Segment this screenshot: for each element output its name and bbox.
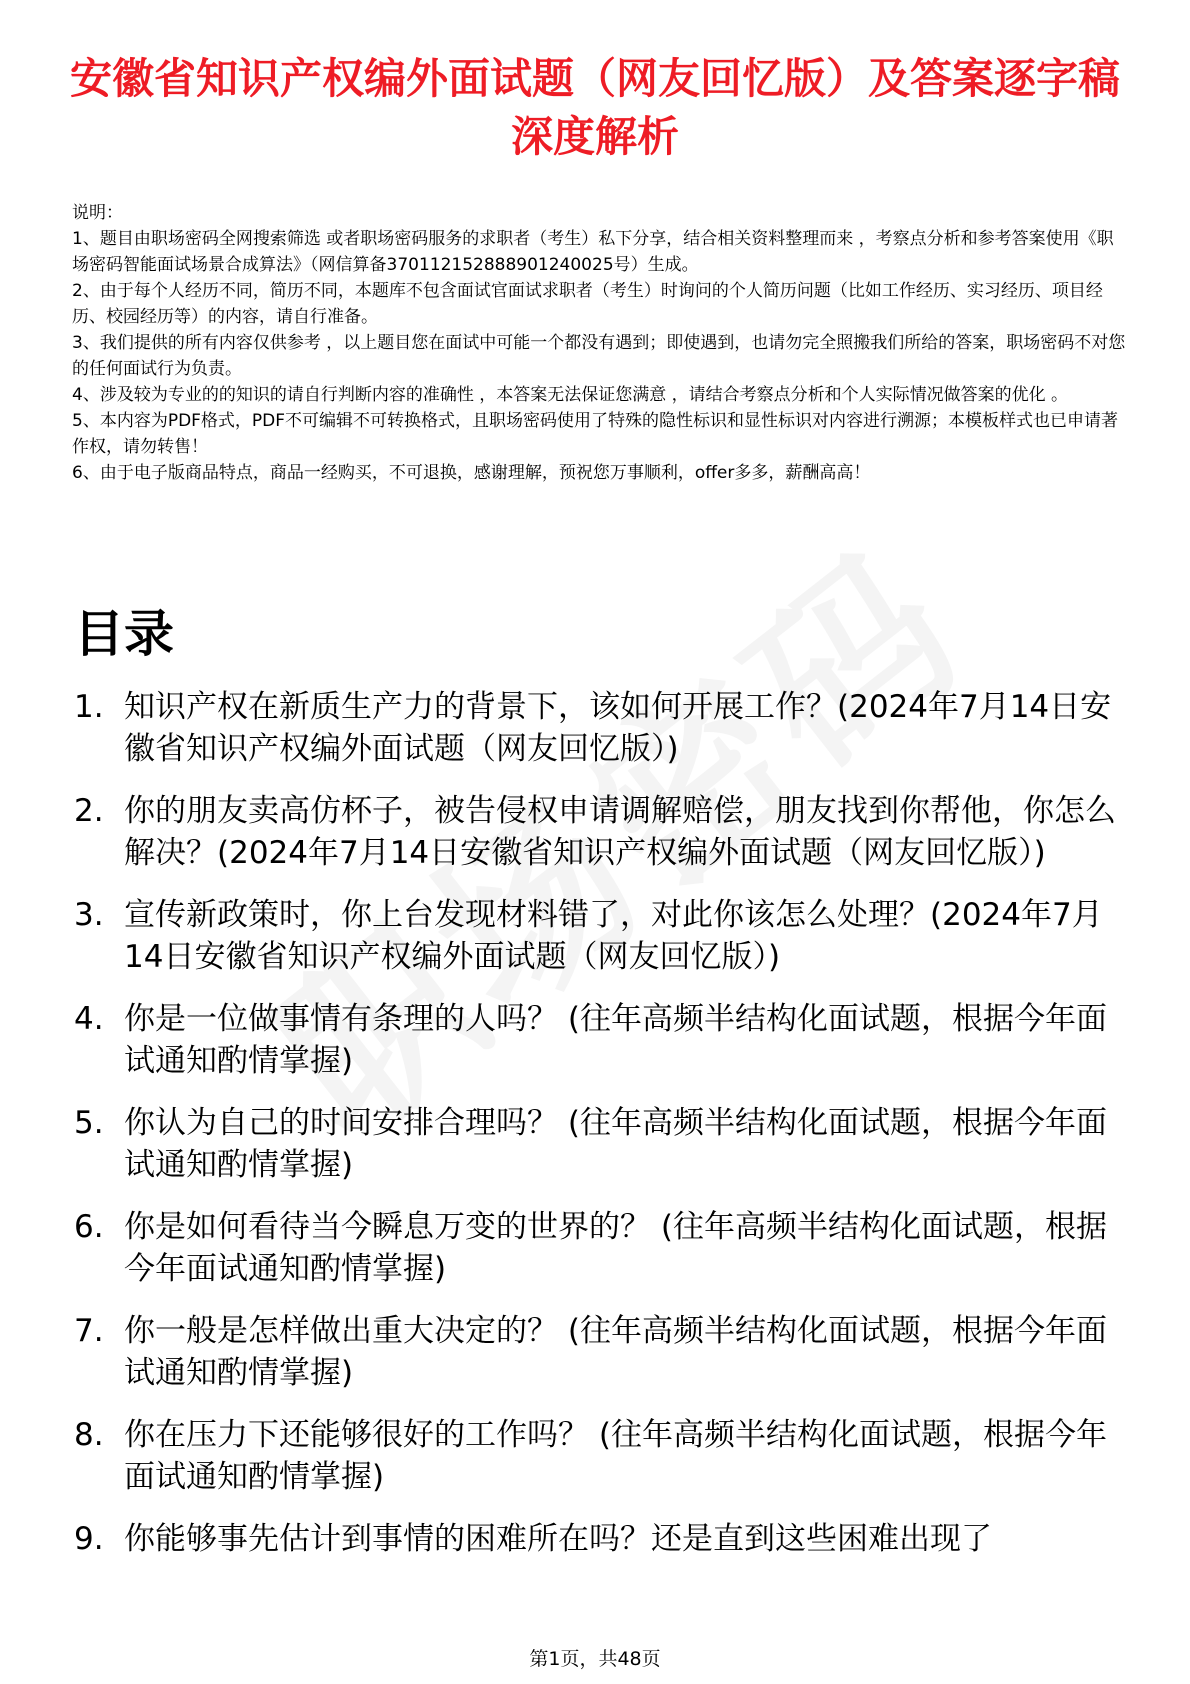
- toc-item[interactable]: [74, 998, 1134, 1082]
- toc-item[interactable]: [74, 894, 1134, 978]
- toc-item-text: 你在压力下还能够很好的工作吗？ (往年高频半结构化面试题，根据今年面试通知酌情掌握): [124, 1417, 1107, 1495]
- toc-item-text: 你的朋友卖高仿杯子，被告侵权申请调解赔偿，朋友找到你帮他，你怎么解决？(2024年7月14日安徽省知识产权编外面试题（网友回忆版）): [124, 793, 1116, 871]
- toc-item-text: 你认为自己的时间安排合理吗？ (往年高频半结构化面试题，根据今年面试通知酌情掌握): [124, 1105, 1107, 1183]
- toc-heading: 目录: [74, 605, 174, 663]
- toc-item[interactable]: [74, 790, 1134, 874]
- document-title: 安徽省知识产权编外面试题（网友回忆版）及答案逐字稿深度解析: [69, 54, 1120, 161]
- toc-item[interactable]: [74, 1518, 1134, 1560]
- toc-item-number: 2.: [74, 793, 104, 829]
- toc-item[interactable]: [74, 1206, 1134, 1290]
- note-item: 3、我们提供的所有内容仅供参考 ，以上题目您在面试中可能一个都没有遇到；即使遇到，也请勿完全照搬我们所给的答案，职场密码不对您的任何面试行为负责。: [72, 333, 1126, 379]
- toc-item-number: 5.: [74, 1105, 104, 1141]
- toc-item-text: 你是如何看待当今瞬息万变的世界的？ (往年高频半结构化面试题，根据今年面试通知酌情掌握): [124, 1209, 1107, 1287]
- toc-item-text: 宣传新政策时，你上台发现材料错了，对此你该怎么处理？(2024年7月14日安徽省知识产权编外面试题（网友回忆版）): [124, 897, 1103, 975]
- toc-item-number: 6.: [74, 1209, 104, 1245]
- toc-item-number: 4.: [74, 1001, 104, 1037]
- toc-item-number: 9.: [74, 1521, 104, 1557]
- notes-section: [72, 200, 1128, 486]
- toc-item-text: 知识产权在新质生产力的背景下，该如何开展工作？(2024年7月14日安徽省知识产权编外面试题（网友回忆版）): [124, 689, 1112, 767]
- note-item: 4、涉及较为专业的的知识的请自行判断内容的准确性 ，本答案无法保证您满意 ，请结合考察点分析和个人实际情况做答案的优化 。: [72, 385, 1069, 405]
- toc-item[interactable]: [74, 1102, 1134, 1186]
- toc-item-number: 1.: [74, 689, 104, 725]
- note-item: 2、由于每个人经历不同，简历不同，本题库不包含面试官面试求职者（考生）时询问的个人简历问题（比如工作经历、实习经历、项目经历、校园经历等）的内容，请自行准备。: [72, 281, 1103, 327]
- table-of-contents: [74, 686, 1134, 1580]
- toc-item[interactable]: [74, 1414, 1134, 1498]
- note-item: 6、由于电子版商品特点，商品一经购买，不可退换，感谢理解，预祝您万事顺利，offer多多，薪酬高高！: [72, 463, 871, 483]
- toc-item-number: 7.: [74, 1313, 104, 1349]
- toc-item-number: 3.: [74, 897, 104, 933]
- toc-item-text: 你一般是怎样做出重大决定的？ (往年高频半结构化面试题，根据今年面试通知酌情掌握): [124, 1313, 1107, 1391]
- note-item: 5、本内容为PDF格式，PDF不可编辑不可转换格式，且职场密码使用了特殊的隐性标识和显性标识对内容进行溯源；本模板样式也已申请著作权，请勿转售！: [72, 411, 1119, 457]
- toc-item-text: 你是一位做事情有条理的人吗？ (往年高频半结构化面试题，根据今年面试通知酌情掌握): [124, 1001, 1107, 1079]
- toc-item[interactable]: [74, 686, 1134, 770]
- toc-item-number: 8.: [74, 1417, 104, 1453]
- notes-heading: 说明：: [72, 203, 123, 223]
- toc-item[interactable]: [74, 1310, 1134, 1394]
- note-item: 1、题目由职场密码全网搜索筛选 或者职场密码服务的求职者（考生）私下分享，结合相关资料整理而来 ，考察点分析和参考答案使用《职场密码智能面试场景合成算法》（网信算备370112152888901240025号）生成。: [72, 229, 1114, 275]
- toc-item-text: 你能够事先估计到事情的困难所在吗？还是直到这些困难出现了: [124, 1521, 992, 1557]
- page-footer: 第1页，共48页: [529, 1648, 661, 1670]
